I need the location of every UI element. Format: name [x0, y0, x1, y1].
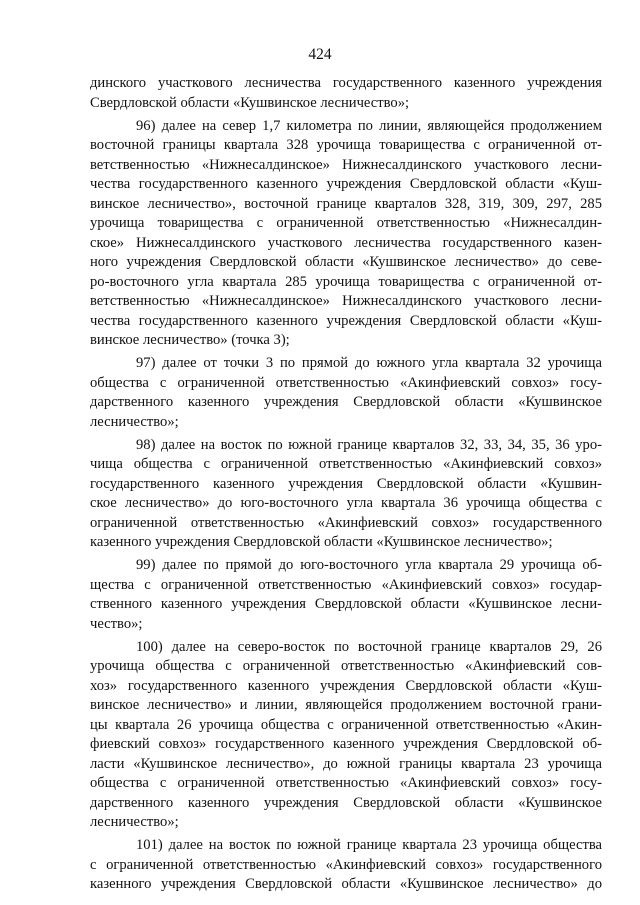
text-line: ограниченной ответственностью «Акинфиевский совхоз» государственного	[90, 514, 602, 531]
text-line: ного учреждения Свердловской области «Кушвинское лесничество» до севе-	[90, 254, 602, 270]
paragraph-p100	[90, 638, 602, 833]
text-line: цы квартала 26 урочища общества с ограниченной ответственностью «Акин-	[90, 716, 602, 733]
text-line: урочища общества с ограниченной ответственностью «Акинфиевский сов-	[90, 658, 602, 674]
text-line: 96) далее на север 1,7 километра по линии, являющейся продолжением	[136, 117, 602, 134]
text-line: восточной границы квартала 328 урочища товарищества с ограниченной от-	[90, 137, 602, 153]
text-line: ветственностью «Нижнесалдинское» Нижнесалдинского участкового лесни-	[90, 156, 602, 173]
paragraph-p101	[90, 836, 602, 895]
text-line: дарственного казенного учреждения Свердловской области «Кушвинское	[90, 394, 602, 410]
text-line: лесничество»;	[90, 413, 179, 430]
text-line: 98) далее на восток по южной границе кварталов 32, 33, 34, 35, 36 уро-	[136, 436, 602, 453]
text-line: общества с ограниченной ответственностью «Акинфиевский совхоз» госу-	[90, 374, 602, 391]
text-line: ласти «Кушвинское лесничество», до южной границы квартала 23 урочища	[90, 755, 602, 772]
text-line: 100) далее на северо-восток по восточной границе кварталов 29, 26	[136, 638, 602, 655]
paragraph-p97	[90, 354, 602, 432]
text-line: щества с ограниченной ответственностью «Акинфиевский совхоз» государ-	[90, 576, 602, 593]
text-line: винское лесничество» (точка 3);	[90, 332, 290, 348]
text-line: казенного учреждения Свердловской области «Кушвинское лесничество»;	[90, 534, 553, 550]
text-line: винское лесничество» и линии, являющейся продолжением восточной грани-	[90, 697, 602, 713]
text-line: ветственностью «Нижнесалдинское» Нижнесалдинского участкового лесни-	[90, 293, 602, 309]
text-line: 97) далее от точки 3 по прямой до южного угла квартала 32 урочища	[136, 355, 602, 371]
text-line: ское лесничество» до юго-восточного угла квартала 36 урочища общества с	[90, 495, 602, 511]
text-line: общества с ограниченной ответственностью «Акинфиевский совхоз» госу-	[90, 775, 602, 791]
text-line: 99) далее по прямой до юго-восточного угла квартала 29 урочища об-	[136, 557, 602, 573]
text-line: динского участкового лесничества государственного казенного учреждения	[90, 75, 602, 91]
text-line: казенного учреждения Свердловской области «Кушвинское лесничество» до	[90, 876, 602, 892]
text-line: ское» Нижнесалдинского участкового лесничества государственного казен-	[90, 234, 602, 251]
text-line: винское лесничество», восточной границе кварталов 328, 319, 309, 297, 285	[90, 195, 602, 212]
text-line: чища общества с ограниченной ответственностью «Акинфиевский совхоз»	[90, 456, 602, 472]
text-line: 101) далее на восток по южной границе квартала 23 урочища общества	[136, 837, 602, 853]
text-line: ственного казенного учреждения Свердловской области «Кушвинское лесни-	[90, 596, 602, 612]
text-line: ро-восточного угла квартала 285 урочища товарищества с ограниченной от-	[90, 273, 602, 290]
text-line: фиевский совхоз» государственного казенного учреждения Свердловской об-	[90, 736, 602, 752]
text-line: урочища товарищества с ограниченной ответственностью «Нижнесалдин-	[90, 215, 602, 231]
paragraph-p99	[90, 556, 602, 634]
text-line: дарственного казенного учреждения Свердловской области «Кушвинское	[90, 794, 602, 811]
paragraph-p95-cont	[90, 74, 602, 113]
text-line: чества государственного казенного учреждения Свердловской области «Куш-	[90, 176, 602, 192]
paragraph-p98	[90, 436, 602, 553]
text-line: чество»;	[90, 615, 143, 632]
page-number: 424	[308, 46, 332, 63]
text-line: Свердловской области «Кушвинское лесничество»;	[90, 94, 410, 111]
text-line: государственного казенного учреждения Свердловской области «Кушвин-	[90, 475, 602, 492]
text-line: с ограниченной ответственностью «Акинфиевский совхоз» государственного	[90, 856, 602, 873]
text-line: лесничество»;	[90, 814, 179, 830]
text-line: хоз» государственного казенного учреждения Свердловской области «Куш-	[90, 677, 602, 694]
text-line: чества государственного казенного учреждения Свердловской области «Куш-	[90, 312, 602, 329]
paragraph-p96	[90, 117, 602, 351]
body-text	[90, 74, 602, 895]
